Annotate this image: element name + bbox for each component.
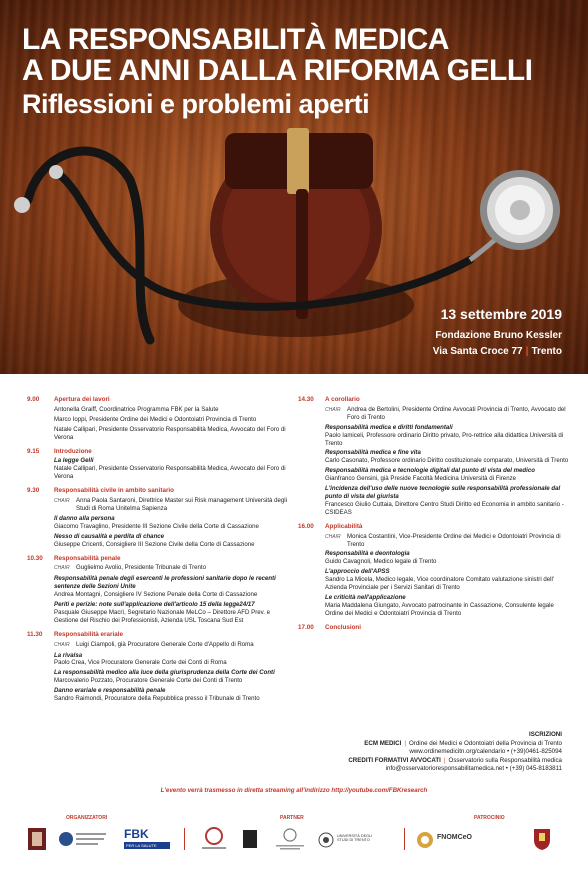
session-slot [27,555,289,625]
session-heading: Responsabilità penale [54,554,121,562]
talk-title: La responsabilità medico alla luce della giurisprudenza della Corte dei Conti [54,669,275,677]
speaker-line: Sandro La Micela, Medico legale, Vice coordinatore Comitato valutazione sinistri dell' Azienda Provinciale per i Servizi Sanitari di Trento [325,576,555,592]
chair-label: CHAIR [54,565,70,572]
organizers-label: ORGANIZZATORI [66,815,108,821]
session-slot [27,487,289,548]
partner-logo-circle [196,826,232,852]
session-heading: Responsabilità erariale [54,630,123,638]
chair-name: Anna Paola Santaroni, Direttrice Master sui Risk management Università degli Studi di Roma Unitelma Sapienza [76,497,288,512]
cfa-contacts[interactable]: info@osservatorioresponsabilitamedica.net • (+39) 045-8183811 [385,765,562,773]
fbk-wordmark: FBK [124,827,149,841]
talk-title: Responsabilità e deontologia [325,550,410,558]
separator: | [525,346,529,357]
talk-title: L'incidenza dell'uso delle nuove tecnologie sulle responsabilità professionale dal punto di vista del giurista [325,485,561,500]
chair-label: CHAIR [325,533,341,540]
chair-line [54,497,289,513]
ecm-contacts[interactable]: www.ordinemedicitn.org/calendario • (+39)0461-825094 [409,748,562,756]
program-morning [27,396,289,709]
session-slot [27,448,289,482]
partner-logo-square [242,826,258,852]
divider [404,828,405,850]
ecm-text: Ordine dei Medici e Odontoiatri della Provincia di Trento [408,739,562,747]
partner-label: PARTNER [280,815,304,821]
speaker-line: Pasquale Giuseppe Macrì, Segretario Nazionale MeLCo – Direttore AFD Prev. e Gestione del Rischio dei Professionisti, Azienda USL Toscana Sud Est [54,608,270,624]
osservatorio-logo [26,826,48,852]
event-subtitle: Riflessioni e problemi aperti [22,89,370,119]
speaker-line: Natale Callipari, Presidente Osservatorio Responsabilità Medica, Avvocato del Foro di Verona [54,465,286,481]
cfa-line [122,757,562,766]
fnomceo-logo [416,830,500,850]
chair-line [54,641,289,650]
speaker-line: Paolo Crea, Vice Procuratore Generale Corte dei Conti di Roma [54,659,227,667]
registration-info [122,731,562,774]
session-heading: Apertura dei lavori [54,396,110,403]
session-heading: Conclusioni [325,623,362,631]
fnomceo-emblem-icon [416,831,434,849]
cfa-text: Osservatorio sulla Responsabilità medica [448,756,562,764]
ordine-avvocati-logo [270,826,310,852]
title-line-1: LA RESPONSABILITÀ MEDICA [22,23,449,56]
separator: | [404,739,406,747]
session-heading: Responsabilità civile in ambito sanitario [54,487,175,495]
trento-crest-logo [530,826,554,852]
divider [184,828,185,850]
fnomceo-wordmark: FNOMCeO [437,834,472,841]
chair-name: Monica Costantini, Vice-Presidente Ordine dei Medici e Odontoiatri Provincia di Trento [347,532,561,548]
speaker-line: Carlo Casonato, Professore ordinario Diritto costituzionale comparato, Università di Trento [325,457,569,465]
speaker-line: Marco Ioppi, Presidente Ordine dei Medici e Odontoiatri Provincia di Trento [54,415,257,423]
session-time: 16.00 [298,522,314,530]
title-line-2: A DUE ANNI DALLA RIFORMA GELLI [22,54,533,87]
speaker-line: Marcovalerio Pozzato, Procuratore Generale Corte dei Conti di Trento [54,677,243,685]
chair-label: CHAIR [325,406,341,413]
session-time: 9.30 [27,487,40,495]
session-heading: Introduzione [54,447,92,455]
unitn-logo [318,830,380,850]
speaker-line: Antonella Graiff, Coordinatrice Programma FBK per la Salute [54,405,219,413]
event-address [433,344,562,360]
speaker-line: Sandro Raimondi, Procuratore della Repubblica presso il Tribunale di Trento [54,695,260,703]
chair-line [54,564,289,573]
fbk-subtitle: PER LA SALUTE [124,842,170,849]
address-street: Via Santa Croce 77 [432,346,523,357]
talk-title: Responsabilità penale degli esercenti le professioni sanitarie dopo le recenti sentenze delle Sezioni Unite [54,575,276,591]
event-venue: Fondazione Bruno Kessler [435,330,562,341]
session-heading: Applicabilità [325,522,363,530]
speaker-line: Giuseppe Cricenti, Consigliere III Sezione Civile della Corte di Cassazione [54,540,255,548]
talk-title: Responsabilità medica e tecnologie digitali dal punto di vista del medico [325,467,535,475]
ordine-medici-logo [58,826,108,852]
talk-title: La rivalsa [54,651,83,659]
talk-title: Danno erariale e responsabilità penale [54,687,166,695]
session-time: 9.00 [27,396,40,403]
talk-title: Responsabilità medica e fine vita [325,449,421,457]
session-slot [27,631,289,703]
talk-title: Le criticità nell'applicazione [325,593,406,601]
chair-name: Andrea de Bertolini, Presidente Ordine Avvocati Provincia di Trento, Avvocato del Foro di Trento [347,405,566,421]
logo-strip [0,826,588,856]
session-time: 14.30 [298,396,314,403]
session-time: 9.15 [27,447,40,455]
session-heading: A corollario [325,396,360,403]
talk-title: La legge Gelli [54,457,94,465]
talk-title: Il danno alla persona [54,514,115,522]
speaker-line: Giacomo Travaglino, Presidente III Sezione Civile della Corte di Cassazione [54,522,259,530]
session-slot [27,396,289,442]
talk-title: L'approccio dell'APSS [325,568,390,576]
speaker-line: Natale Callipari, Presidente Osservatorio Responsabilità Medica, Avvocato del Foro di Verona [54,425,286,441]
speaker-line: Maria Maddalena Giungato, Avvocato patrocinante in Cassazione, Consulente legale Ordine dei Medici e Odontoiatri Provincia di Trento [325,601,554,617]
speaker-line: Guido Cavagnoli, Medico legale di Trento [325,558,437,566]
talk-title: Responsabilità medica e diritti fondamentali [325,423,453,431]
session-time: 11.30 [27,630,43,638]
cfa-label: CREDITI FORMATIVI AVVOCATI [348,756,441,764]
talk-title: Periti e perizie: note sull'applicazione dell'articolo 15 della legge24/17 [54,601,255,609]
patronage-label: PATROCINIO [474,815,505,821]
chair-line [325,406,570,422]
session-slot [298,624,570,632]
hero-banner [0,0,588,374]
fbk-logo [124,828,170,850]
session-slot [298,523,570,618]
session-time: 10.30 [27,554,43,562]
talk-title: Nesso di causalità e perdita di chance [54,532,165,540]
speaker-line: Andrea Montagni, Consigliere IV Sezione Penale della Corte di Cassazione [54,591,258,599]
chair-line [325,533,570,549]
speaker-line: Francesco Giulio Cuttaia, Direttore Centro Studi Diritto ed Economia in ambito sanitario - CSIDEAS [325,500,564,516]
unitn-wordmark: UNIVERSITÀ DEGLI STUDI DI TRENTO [337,834,373,843]
event-info [433,306,562,360]
session-slot [298,396,570,517]
event-title [22,24,533,120]
ecm-label: ECM MEDICI [364,739,402,747]
program-afternoon [298,396,570,638]
streaming-notice[interactable]: L'evento verrà trasmesso in diretta streaming all'indirizzo http://youtube.com/FBKresearch [160,787,428,794]
unitn-seal-icon [318,832,334,848]
speaker-line: Gianfranco Gensini, già Preside Facoltà Medicina Università di Firenze [325,475,517,483]
address-city: Trento [531,346,562,357]
separator: | [443,756,446,764]
session-time: 17.00 [298,623,314,631]
chair-name: Guglielmo Avolio, Presidente Tribunale di Trento [76,564,206,572]
speaker-line: Paolo Iamiceli, Professore ordinario Diritto privato, Pro-rettrice alla didattica Università di Trento [325,431,564,447]
event-date: 13 settembre 2019 [440,306,562,322]
chair-label: CHAIR [54,641,70,648]
chair-label: CHAIR [54,498,70,505]
ecm-line [122,740,562,749]
registration-heading: ISCRIZIONI [528,731,562,738]
chair-name: Luigi Ciampoli, già Procuratore Generale Corte d'Appello di Roma [76,640,254,648]
